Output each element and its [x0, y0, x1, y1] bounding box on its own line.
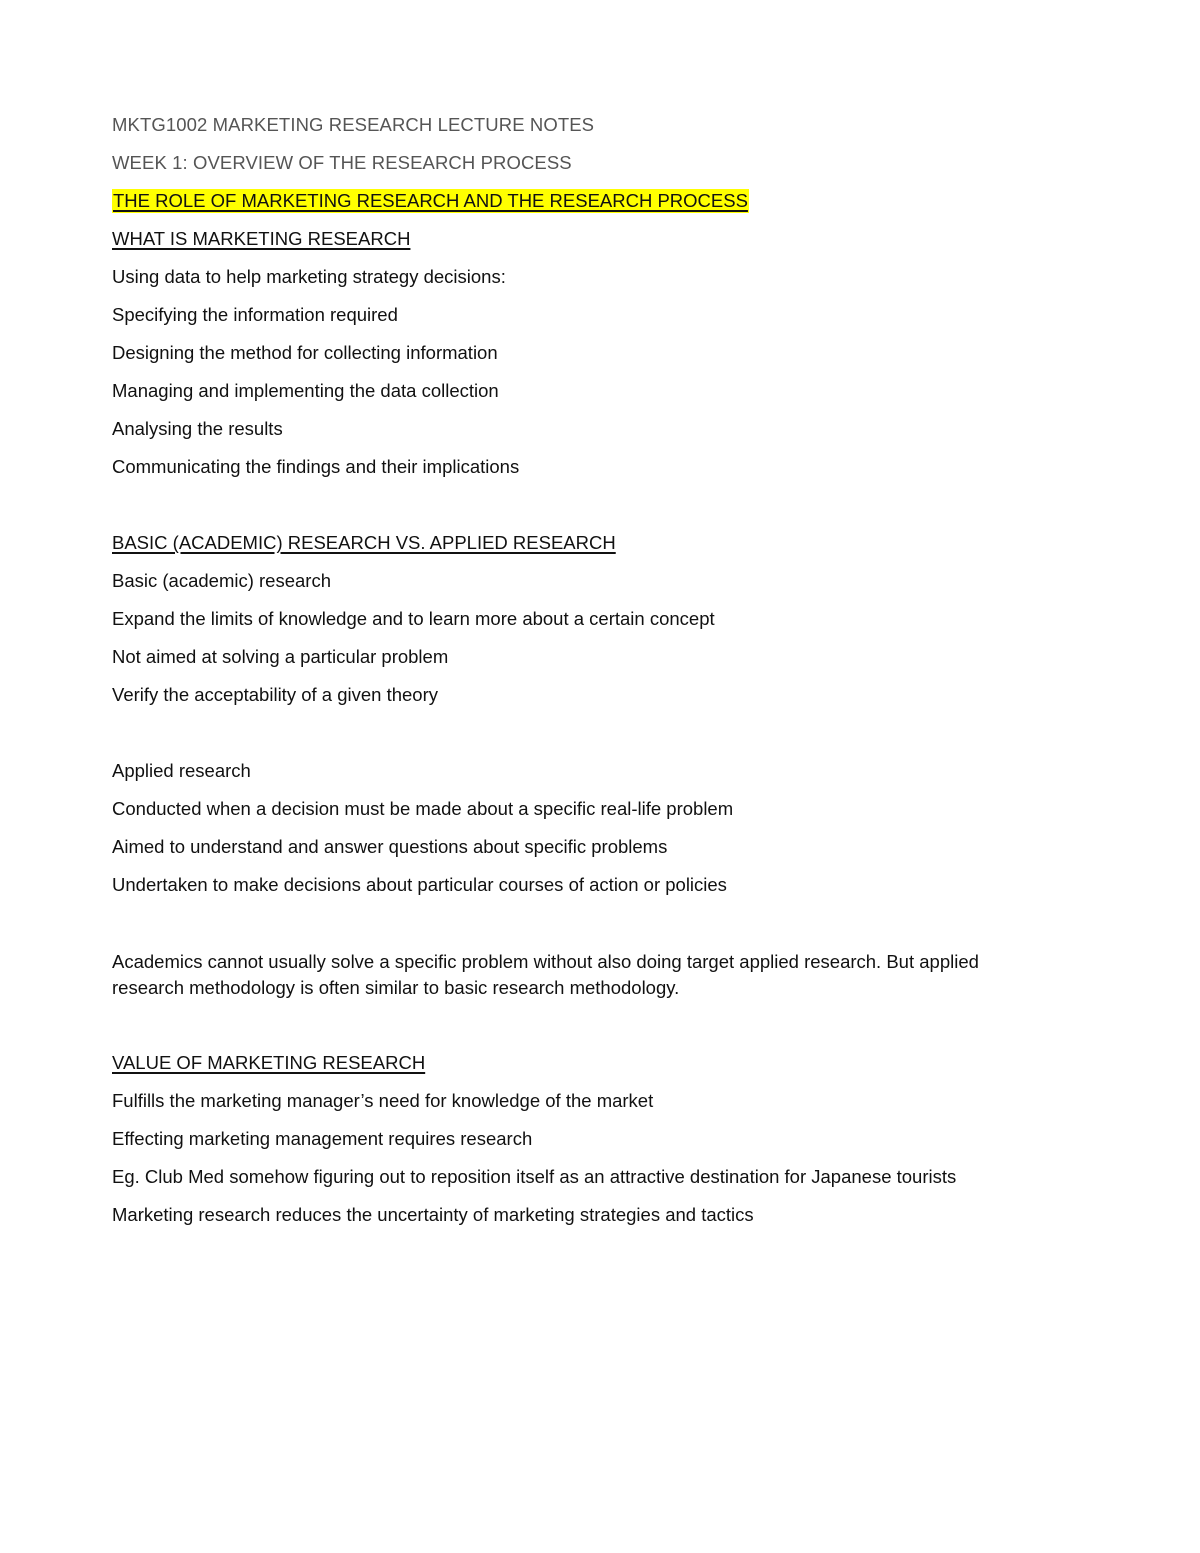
spacer [112, 493, 1072, 531]
list-item: Designing the method for collecting information [112, 342, 498, 363]
summary-paragraph: Academics cannot usually solve a specific problem without also doing target applied research. But applied research methodology is often similar to basic research methodology. [112, 951, 979, 998]
list-item: Marketing research reduces the uncertainty of marketing strategies and tactics [112, 1204, 754, 1225]
list-item: Analysing the results [112, 418, 283, 439]
list-item: Using data to help marketing strategy decisions: [112, 266, 506, 287]
list-item: Aimed to understand and answer questions about specific problems [112, 836, 668, 857]
what-is-heading: WHAT IS MARKETING RESEARCH [112, 228, 411, 249]
list-item: Not aimed at solving a particular problem [112, 646, 449, 667]
list-item: Undertaken to make decisions about particular courses of action or policies [112, 874, 727, 895]
list-item: Communicating the findings and their implications [112, 456, 520, 477]
spacer [112, 911, 1072, 949]
list-item: Specifying the information required [112, 304, 398, 325]
list-item: Effecting marketing management requires research [112, 1128, 533, 1149]
list-item: Conducted when a decision must be made about a specific real-life problem [112, 798, 734, 819]
spacer [112, 1015, 1072, 1051]
spacer [112, 721, 1072, 759]
list-item: Applied research [112, 760, 251, 781]
section-main-heading [112, 189, 1072, 213]
highlighted-section-title: THE ROLE OF MARKETING RESEARCH AND THE RESEARCH PROCESS [113, 190, 748, 211]
list-item: Eg. Club Med somehow figuring out to reposition itself as an attractive destination for Japanese tourists [112, 1166, 957, 1187]
basic-vs-applied-heading: BASIC (ACADEMIC) RESEARCH VS. APPLIED RESEARCH [112, 532, 616, 553]
list-item: Managing and implementing the data collection [112, 380, 499, 401]
list-item: Basic (academic) research [112, 570, 331, 591]
week-title: WEEK 1: OVERVIEW OF THE RESEARCH PROCESS [112, 152, 572, 173]
list-item: Verify the acceptability of a given theory [112, 684, 438, 705]
document-page [112, 113, 1072, 1241]
list-item: Expand the limits of knowledge and to learn more about a certain concept [112, 608, 715, 629]
course-title: MKTG1002 MARKETING RESEARCH LECTURE NOTES [112, 114, 595, 135]
value-heading: VALUE OF MARKETING RESEARCH [112, 1052, 426, 1073]
list-item: Fulfills the marketing manager’s need for knowledge of the market [112, 1090, 654, 1111]
